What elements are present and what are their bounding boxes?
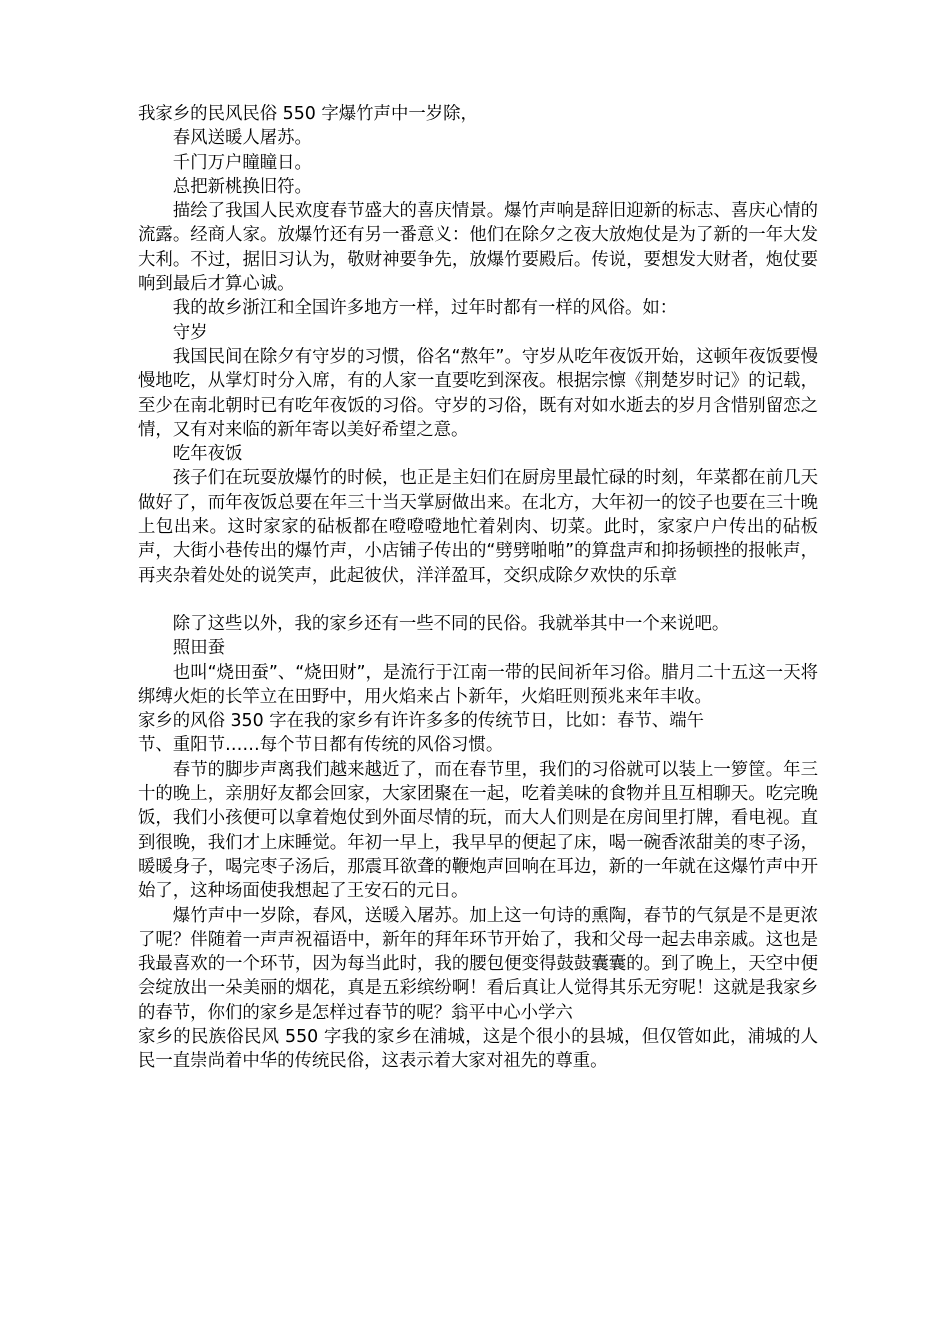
section-heading-zhaotiancan: 照田蚕 bbox=[172, 638, 225, 659]
essay-title-line: 家乡的风俗 350 字在我的家乡有许许多多的传统节日，比如：春节、端午 bbox=[138, 711, 704, 732]
paragraph: 春节的脚步声离我们越来越近了，而在春节里，我们的习俗就可以装上一箩筐。年三十的晚上，亲朋好友都会回家，大家团聚在一起，吃着美味的食物并且互相聊天。吃完晚饭，我们小孩便可以拿着炮仗到外面尽情的玩，而大人们则是在房间里打牌，看电视。直到很晚，我们才上床睡觉。年初一早上，我早早的便起了床，喝一碗香浓甜美的枣子汤，暖暖身子，喝完枣子汤后，那震耳欲聋的鞭炮声回响在耳边，新的一年就在这爆竹声中开始了，这种场面使我想起了王安石的元日。 bbox=[138, 759, 818, 902]
document-body bbox=[138, 102, 818, 1074]
poem-line-3: 总把新桃换旧符。 bbox=[172, 176, 312, 197]
paragraph: 节、重阳节……每个节日都有传统的风俗习惯。 bbox=[138, 735, 504, 756]
paragraph: 描绘了我国人民欢度春节盛大的喜庆情景。爆竹声响是辞旧迎新的标志、喜庆心情的流露。经商人家。放爆竹还有另一番意义：他们在除夕之夜大放炮仗是为了新的一年大发大利。不过，据旧习认为，敬财神要争先，放爆竹要殿后。传说，要想发大财者，炮仗要响到最后才算心诚。 bbox=[138, 201, 818, 295]
section-heading-nianyefan: 吃年夜饭 bbox=[172, 444, 243, 465]
paragraph-title-line: 我家乡的民风民俗 550 字爆竹声中一岁除， bbox=[138, 104, 478, 124]
paragraph: 我的故乡浙江和全国许多地方一样，过年时都有一样的风俗。如： bbox=[172, 298, 678, 319]
blank-line bbox=[138, 588, 818, 612]
paragraph: 除了这些以外，我的家乡还有一些不同的民俗。我就举其中一个来说吧。 bbox=[172, 613, 730, 634]
poem-line-2: 千门万户瞳瞳日。 bbox=[172, 152, 312, 173]
section-heading-shousui: 守岁 bbox=[172, 322, 208, 343]
paragraph: 孩子们在玩耍放爆竹的时候，也正是主妇们在厨房里最忙碌的时刻，年菜都在前几天做好了，而年夜饭总要在年三十当天掌厨做出来。在北方，大年初一的饺子也要在三十晚上包出来。这时家家的砧板都在噔噔噔地忙着剁肉、切菜。此时，家家户户传出的砧板声，大街小巷传出的爆竹声，小店铺子传出的“劈劈啪啪”的算盘声和抑扬顿挫的报帐声，再夹杂着处处的说笑声，此起彼伏，洋洋盈耳，交织成除夕欢快的乐章 bbox=[138, 468, 818, 586]
paragraph: 爆竹声中一岁除，春风，送暖入屠苏。加上这一句诗的熏陶，春节的气氛是不是更浓了呢？伴随着一声声祝福语中，新年的拜年环节开始了，我和父母一起去串亲戚。这也是我最喜欢的一个环节，因为每当此时，我的腰包便变得鼓鼓囊囊的。到了晚上，天空中便会绽放出一朵美丽的烟花，真是五彩缤纷啊！看后真让人觉得其乐无穷呢！这就是我家乡的春节，你们的家乡是怎样过春节的呢？翁平中心小学六 bbox=[138, 905, 818, 1023]
essay-title-line: 家乡的民族俗民风 550 字我的家乡在浦城，这是个很小的县城，但仅管如此，浦城的人民一直崇尚着中华的传统民俗，这表示着大家对祖先的尊重。 bbox=[138, 1026, 818, 1072]
paragraph: 也叫“烧田蚕”、“烧田财”，是流行于江南一带的民间祈年习俗。腊月二十五这一天将绑缚火炬的长竿立在田野中，用火焰来占卜新年，火焰旺则预兆来年丰收。 bbox=[138, 662, 818, 707]
poem-line-1: 春风送暖人屠苏。 bbox=[172, 128, 312, 149]
paragraph: 我国民间在除夕有守岁的习惯，俗名“熬年”。守岁从吃年夜饭开始，这顿年夜饭要慢慢地吃，从掌灯时分入席，有的人家一直要吃到深夜。根据宗懔《荆楚岁时记》的记载，至少在南北朝时已有吃年夜饭的习俗。守岁的习俗，既有对如水逝去的岁月含惜别留恋之情，又有对来临的新年寄以美好希望之意。 bbox=[138, 346, 818, 440]
